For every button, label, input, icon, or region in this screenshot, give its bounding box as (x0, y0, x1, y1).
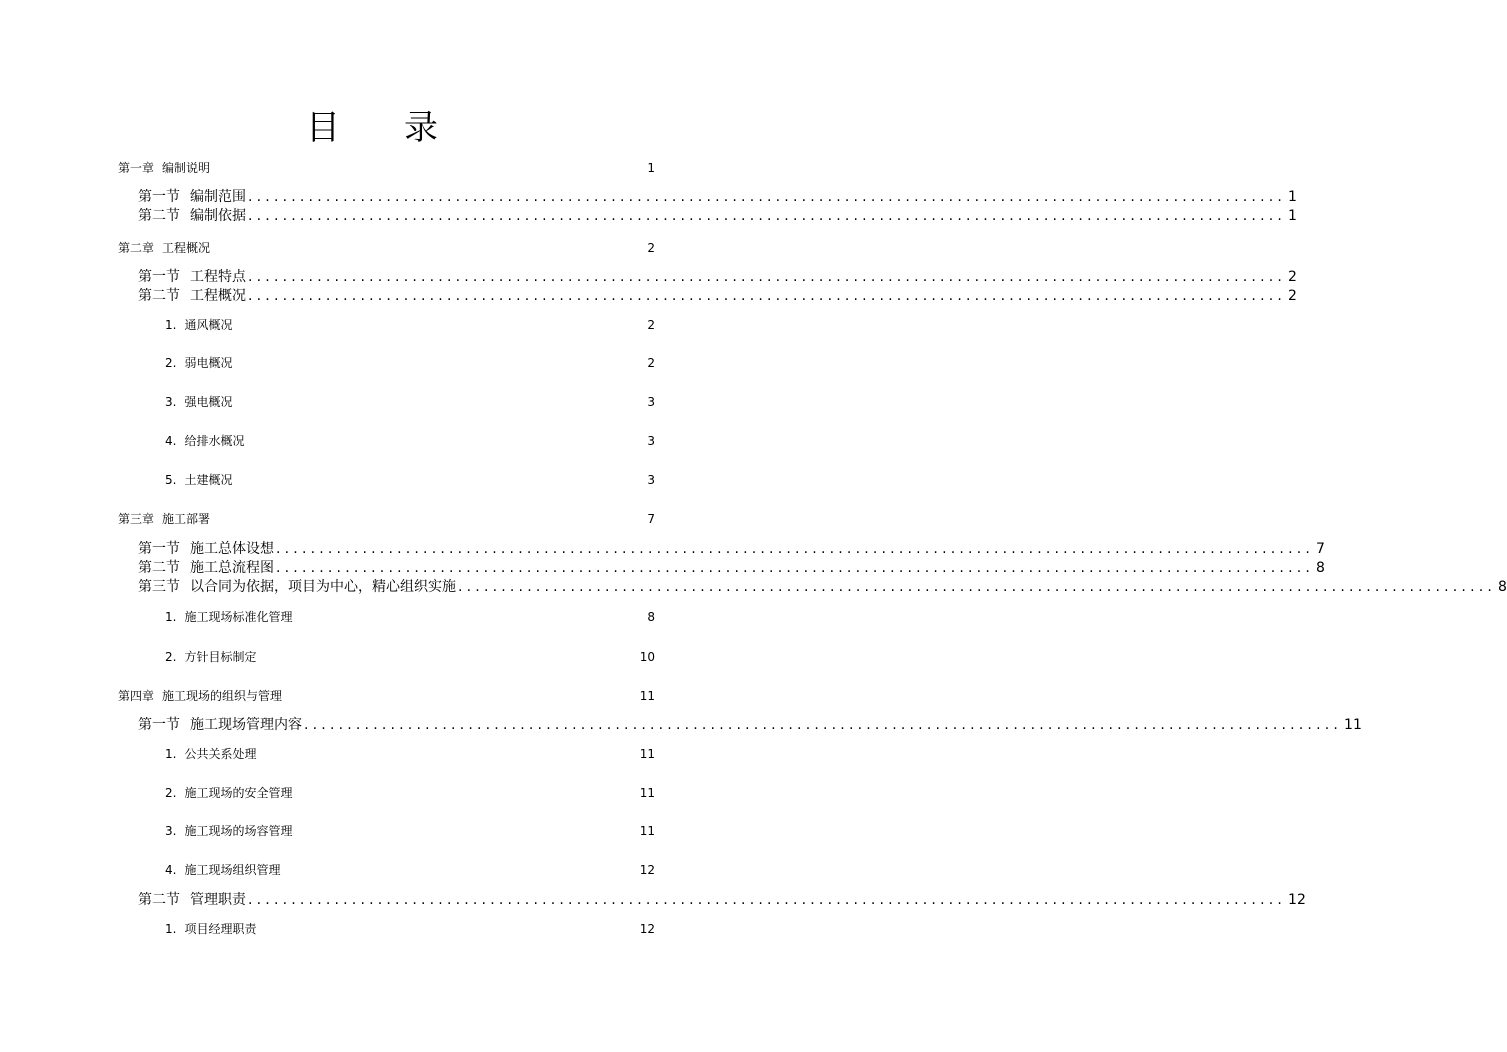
toc-entry-title (165, 823, 292, 839)
toc-section-entry[interactable] (138, 287, 1297, 305)
toc-entry-title (138, 578, 456, 596)
dot-leader: ........................................................................................................................ (248, 892, 1287, 908)
toc-item-entry[interactable] (165, 317, 655, 333)
dot-leader: ........................................................................................................................ (458, 579, 1497, 595)
toc-entry-label: 给排水概况 (184, 434, 245, 448)
toc-entry-label: 编制说明 (162, 161, 211, 175)
toc-page-number: 7 (1316, 541, 1325, 557)
toc-entry-label: 管理职责 (190, 892, 246, 908)
dot-leader: ........................................................................................................................ (248, 189, 1287, 205)
toc-entry-title (138, 268, 246, 286)
toc-entry-label: 施工部署 (162, 512, 211, 526)
toc-entry-number: 2. (165, 650, 177, 664)
toc-entry-number: 第一节 (138, 717, 180, 733)
toc-section-entry[interactable] (138, 188, 1297, 206)
toc-entry-number: 第一节 (138, 269, 180, 285)
dot-leader: ........................................................................................................................ (248, 288, 1287, 304)
toc-page-number: 11 (639, 824, 655, 838)
toc-entry-label: 施工现场的安全管理 (184, 786, 293, 800)
toc-page-number: 8 (647, 610, 655, 624)
toc-page-number: 1 (1288, 208, 1297, 224)
toc-entry-title (165, 472, 232, 488)
toc-entry-title (165, 433, 244, 449)
toc-chapter-entry[interactable] (118, 160, 655, 176)
toc-item-entry[interactable] (165, 433, 655, 449)
toc-page-number: 12 (639, 863, 655, 877)
toc-item-entry[interactable] (165, 823, 655, 839)
toc-section-entry[interactable] (138, 578, 1507, 596)
toc-entry-title (165, 609, 292, 625)
toc-entry-label: 工程概况 (162, 241, 211, 255)
toc-entry-number: 第一节 (138, 189, 180, 205)
toc-entry-label: 土建概况 (184, 473, 233, 487)
toc-page-number: 11 (1344, 717, 1362, 733)
toc-entry-label: 工程概况 (190, 288, 246, 304)
toc-page-number: 11 (639, 747, 655, 761)
toc-entry-number: 1. (165, 318, 177, 332)
toc-entry-label: 以合同为依据，项目为中心，精心组织实施 (190, 579, 456, 595)
toc-entry-title (165, 746, 256, 762)
toc-item-entry[interactable] (165, 394, 655, 410)
toc-entry-label: 施工现场的场容管理 (184, 824, 293, 838)
toc-entry-title (165, 921, 256, 937)
toc-entry-title (138, 891, 246, 909)
toc-entry-label: 施工现场的组织与管理 (162, 689, 283, 703)
toc-page-number: 10 (639, 650, 655, 664)
toc-entry-label: 项目经理职责 (184, 922, 257, 936)
toc-entry-number: 第二节 (138, 208, 180, 224)
toc-entry-label: 编制依据 (190, 208, 246, 224)
toc-page-number: 2 (647, 241, 655, 255)
toc-entry-number: 4. (165, 863, 177, 877)
toc-item-entry[interactable] (165, 921, 655, 937)
toc-entry-number: 第三节 (138, 579, 180, 595)
toc-page-number: 8 (1498, 579, 1507, 595)
toc-entry-number: 第二节 (138, 892, 180, 908)
toc-page-number: 2 (1288, 269, 1297, 285)
toc-entry-label: 弱电概况 (184, 356, 233, 370)
toc-entry-title (138, 207, 246, 225)
toc-page-number: 11 (639, 689, 655, 703)
toc-page-number: 2 (647, 318, 655, 332)
toc-entry-title (118, 688, 282, 704)
toc-entry-title (165, 355, 232, 371)
toc-page-number: 12 (1288, 892, 1306, 908)
toc-page-number: 3 (647, 395, 655, 409)
toc-page-number: 8 (1316, 560, 1325, 576)
toc-page-number: 2 (1288, 288, 1297, 304)
toc-entry-label: 施工总流程图 (190, 560, 274, 576)
toc-entry-number: 第四章 (118, 689, 155, 703)
toc-page-number: 11 (639, 786, 655, 800)
toc-entry-number: 2. (165, 356, 177, 370)
toc-page-number: 1 (647, 161, 655, 175)
toc-item-entry[interactable] (165, 355, 655, 371)
toc-entry-label: 强电概况 (184, 395, 233, 409)
toc-item-entry[interactable] (165, 862, 655, 878)
toc-entry-number: 第二章 (118, 241, 155, 255)
toc-entry-number: 5. (165, 473, 177, 487)
toc-entry-label: 施工现场组织管理 (184, 863, 281, 877)
toc-entry-title (165, 394, 232, 410)
toc-chapter-entry[interactable] (118, 240, 655, 256)
toc-chapter-entry[interactable] (118, 688, 655, 704)
toc-entry-number: 第二节 (138, 560, 180, 576)
dot-leader: ........................................................................................................................ (276, 560, 1315, 576)
toc-item-entry[interactable] (165, 472, 655, 488)
toc-entry-title (165, 785, 292, 801)
toc-entry-title (118, 240, 210, 256)
toc-entry-label: 施工总体设想 (190, 541, 274, 557)
toc-entry-title (165, 649, 256, 665)
toc-entry-number: 2. (165, 786, 177, 800)
toc-entry-title (165, 862, 280, 878)
toc-page-number: 2 (647, 356, 655, 370)
toc-entry-title (138, 540, 274, 558)
toc-entry-label: 公共关系处理 (184, 747, 257, 761)
toc-entry-title (118, 160, 210, 176)
toc-page-number: 3 (647, 434, 655, 448)
dot-leader: ........................................................................................................................ (276, 541, 1315, 557)
toc-entry-label: 施工现场标准化管理 (184, 610, 293, 624)
toc-page-number: 1 (1288, 189, 1297, 205)
toc-entry-number: 3. (165, 395, 177, 409)
toc-page-number: 3 (647, 473, 655, 487)
toc-section-entry[interactable] (138, 891, 1306, 909)
toc-entry-title (138, 716, 302, 734)
toc-entry-label: 施工现场管理内容 (190, 717, 302, 733)
toc-entry-number: 第三章 (118, 512, 155, 526)
toc-item-entry[interactable] (165, 785, 655, 801)
toc-entry-number: 第一章 (118, 161, 155, 175)
toc-entry-title (138, 287, 246, 305)
title-char-2: 录 (404, 108, 438, 148)
toc-page-number: 12 (639, 922, 655, 936)
toc-entry-title (138, 188, 246, 206)
dot-leader: ........................................................................................................................ (248, 269, 1287, 285)
toc-entry-number: 3. (165, 824, 177, 838)
toc-entry-number: 4. (165, 434, 177, 448)
toc-entry-label: 通风概况 (184, 318, 233, 332)
toc-entry-title (165, 317, 232, 333)
toc-section-entry[interactable] (138, 268, 1297, 286)
toc-section-entry[interactable] (138, 540, 1325, 558)
toc-item-entry[interactable] (165, 609, 655, 625)
toc-chapter-entry[interactable] (118, 511, 655, 527)
dot-leader: ........................................................................................................................ (304, 717, 1343, 733)
toc-section-entry[interactable] (138, 207, 1297, 225)
toc-section-entry[interactable] (138, 559, 1325, 577)
toc-entry-number: 1. (165, 922, 177, 936)
toc-item-entry[interactable] (165, 649, 655, 665)
toc-entry-number: 1. (165, 610, 177, 624)
title-char-1: 目 (306, 108, 340, 148)
dot-leader: ........................................................................................................................ (248, 208, 1287, 224)
toc-entry-label: 工程特点 (190, 269, 246, 285)
toc-item-entry[interactable] (165, 746, 655, 762)
toc-entry-title (118, 511, 210, 527)
toc-page-number: 7 (647, 512, 655, 526)
toc-entry-label: 编制范围 (190, 189, 246, 205)
toc-entry-number: 第二节 (138, 288, 180, 304)
toc-entry-number: 第一节 (138, 541, 180, 557)
toc-entry-number: 1. (165, 747, 177, 761)
toc-section-entry[interactable] (138, 716, 1362, 734)
toc-entry-label: 方针目标制定 (184, 650, 257, 664)
toc-entry-title (138, 559, 274, 577)
